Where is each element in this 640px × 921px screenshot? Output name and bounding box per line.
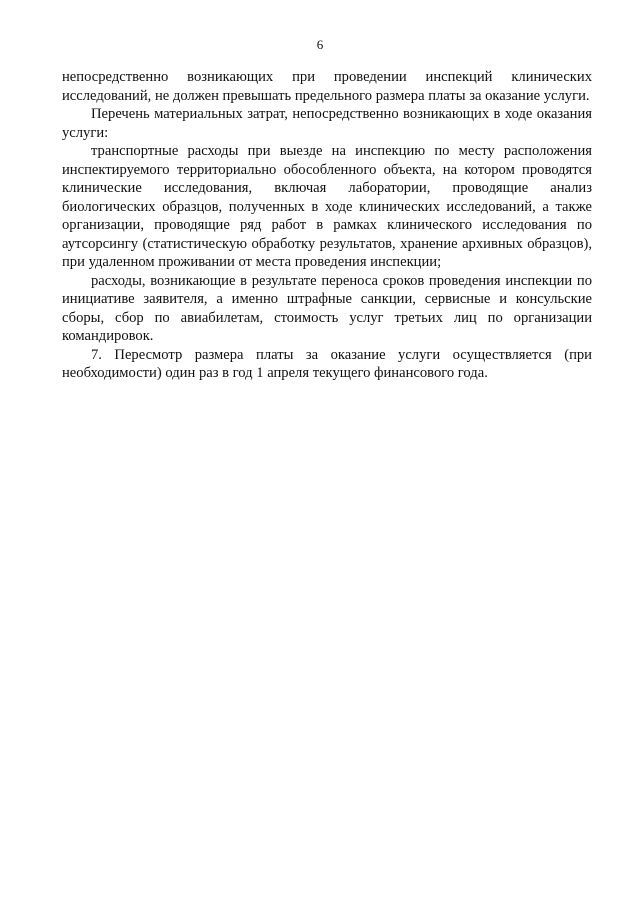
paragraph-fee-revision: 7. Пересмотр размера платы за оказание услуги осуществляется (при необходимости) один раз в год 1 апреля текущего финансового года. [62, 346, 592, 381]
paragraph-continuation: непосредственно возникающих при проведении инспекций клинических исследований, не должен превышать предельного размера платы за оказание услуги. [62, 69, 592, 104]
paragraph-material-costs: Перечень материальных затрат, непосредственно возникающих в ходе оказания услуги: [62, 106, 592, 141]
page-number: 6 [316, 37, 324, 52]
document-body [62, 68, 592, 383]
paragraph-reschedule-costs: расходы, возникающие в результате переноса сроков проведения инспекции по инициативе заявителя, а именно штрафные санкции, сервисные и консульские сборы, сбор по авиабилетам, стоимость услуг третьих лиц по организации командировок. [62, 272, 592, 344]
paragraph-transport-costs: транспортные расходы при выезде на инспекцию по месту расположения инспектируемого территориально обособленного объекта, на котором проводятся клинические исследования, включая лаборатории, проводящие анализ биологических образцов, полученных в ходе клинических исследований, а также организации, проводящие ряд работ в рамках клинического исследования по аутсорсингу (статистическую обработку результатов, хранение архивных образцов), при удаленном проживании от места проведения инспекции; [62, 143, 592, 270]
